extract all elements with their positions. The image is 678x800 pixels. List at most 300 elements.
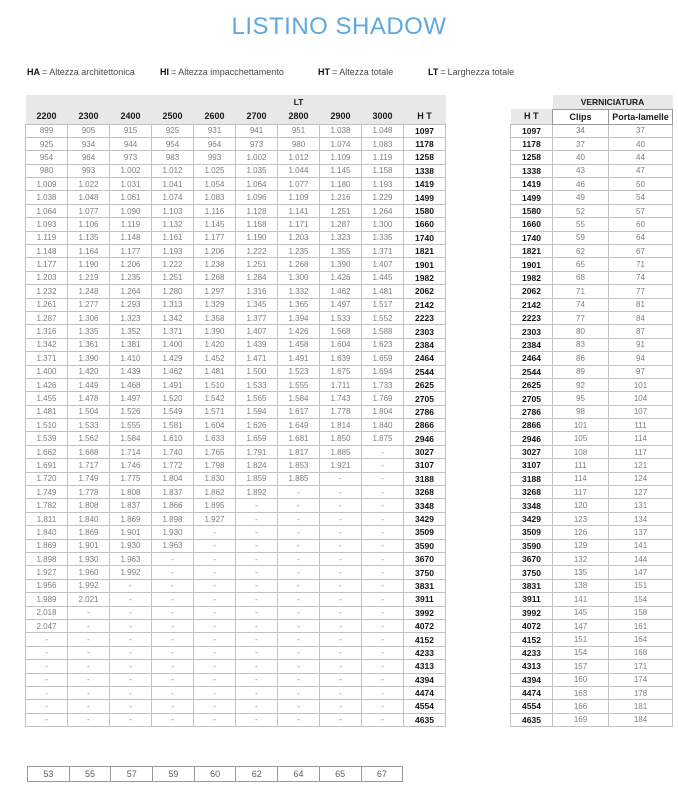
value-cell: 1.420 — [68, 365, 110, 378]
lt-group-label: LT — [278, 95, 320, 109]
value-cell: - — [278, 646, 320, 659]
bottom-strip-cell: 65 — [319, 767, 361, 782]
value-cell: - — [236, 606, 278, 619]
value-cell: - — [194, 526, 236, 539]
value-cell: 1.717 — [68, 459, 110, 472]
legend-item-lt — [428, 67, 514, 77]
verniciatura-table — [510, 95, 673, 727]
legend-equals: = — [332, 67, 338, 77]
ht-cell: 2142 — [511, 298, 553, 311]
value-cell: 954 — [152, 137, 194, 150]
value-cell: - — [362, 619, 404, 632]
value-cell: - — [152, 686, 194, 699]
ht-cell: 3831 — [511, 579, 553, 592]
value-cell: 1.035 — [236, 164, 278, 177]
value-cell: 1.633 — [194, 432, 236, 445]
ht-cell: 4394 — [404, 673, 446, 686]
value-cell: - — [362, 606, 404, 619]
ht-cell: 4072 — [404, 619, 446, 632]
value-cell: 915 — [110, 124, 152, 137]
value-cell: 1.778 — [68, 486, 110, 499]
table-row — [26, 352, 446, 365]
value-cell: - — [236, 686, 278, 699]
value-cell: 1.481 — [362, 285, 404, 298]
value-cell: 925 — [26, 137, 68, 150]
value-cell: - — [68, 673, 110, 686]
value-cell: 1.549 — [152, 405, 194, 418]
value-cell: 62 — [553, 245, 609, 258]
value-cell: 1.452 — [194, 352, 236, 365]
bottom-strip-cell: 67 — [361, 767, 403, 782]
ht-cell: 4152 — [511, 633, 553, 646]
value-cell: 941 — [236, 124, 278, 137]
value-cell: - — [236, 539, 278, 552]
table-row — [511, 124, 673, 137]
value-cell: - — [320, 593, 362, 606]
value-cell: 1.749 — [68, 472, 110, 485]
table-row — [26, 646, 446, 659]
value-cell: 1.426 — [278, 325, 320, 338]
value-cell: 59 — [553, 231, 609, 244]
value-cell: 1.390 — [320, 258, 362, 271]
value-cell: - — [278, 660, 320, 673]
value-cell: 37 — [609, 124, 673, 137]
ht-cell: 1258 — [511, 151, 553, 164]
legend-item-ht — [318, 67, 393, 77]
value-cell: - — [110, 593, 152, 606]
bottom-strip-row — [28, 767, 403, 782]
value-cell: 67 — [609, 245, 673, 258]
value-cell: 1.106 — [68, 218, 110, 231]
value-cell: 951 — [278, 124, 320, 137]
value-cell: 132 — [553, 553, 609, 566]
value-cell: 1.235 — [110, 271, 152, 284]
value-cell: - — [278, 579, 320, 592]
table-row — [511, 593, 673, 606]
column-header-ht: H T — [404, 109, 446, 124]
value-cell: 1.329 — [194, 298, 236, 311]
value-cell: 1.171 — [278, 218, 320, 231]
value-cell: 1.287 — [26, 311, 68, 324]
value-cell: 144 — [609, 553, 673, 566]
value-cell: 43 — [553, 164, 609, 177]
value-cell: 1.481 — [194, 365, 236, 378]
value-cell: 1.720 — [26, 472, 68, 485]
value-cell: - — [320, 579, 362, 592]
value-cell: 1.022 — [68, 178, 110, 191]
value-cell: 934 — [68, 137, 110, 150]
value-cell: 71 — [609, 258, 673, 271]
value-cell: 1.892 — [236, 486, 278, 499]
table-row — [26, 405, 446, 418]
ht-cell: 2866 — [404, 419, 446, 432]
value-cell: 1.077 — [68, 204, 110, 217]
value-cell: 1.765 — [194, 445, 236, 458]
table-row — [26, 218, 446, 231]
ht-cell: 2464 — [511, 352, 553, 365]
value-cell: 1.061 — [110, 191, 152, 204]
value-cell: 1.481 — [26, 405, 68, 418]
value-cell: - — [152, 579, 194, 592]
value-cell: 169 — [553, 713, 609, 726]
table-row — [511, 713, 673, 726]
value-cell: 1.478 — [68, 392, 110, 405]
column-header-2400: 2400 — [110, 109, 152, 124]
ht-cell: 2303 — [511, 325, 553, 338]
table-row — [511, 553, 673, 566]
value-cell: 1.539 — [26, 432, 68, 445]
value-cell: - — [236, 499, 278, 512]
value-cell: 1.688 — [68, 445, 110, 458]
column-header-row — [26, 109, 446, 124]
table-row — [26, 151, 446, 164]
header-spacer — [194, 95, 236, 109]
value-cell: 1.869 — [110, 512, 152, 525]
column-header-porta-lamelle: Porta-lamelle — [609, 109, 673, 124]
ht-cell: 4474 — [511, 686, 553, 699]
bottom-strip-cell: 57 — [111, 767, 153, 782]
ht-cell: 3027 — [404, 445, 446, 458]
value-cell: - — [236, 526, 278, 539]
value-cell: 1.280 — [152, 285, 194, 298]
ht-cell: 3268 — [404, 486, 446, 499]
legend-desc: Altezza totale — [339, 67, 394, 77]
value-cell: 1.782 — [26, 499, 68, 512]
value-cell: 1.083 — [194, 191, 236, 204]
value-cell: - — [152, 606, 194, 619]
value-cell: - — [110, 660, 152, 673]
value-cell: 973 — [236, 137, 278, 150]
value-cell: 151 — [609, 579, 673, 592]
legend-equals: = — [171, 67, 177, 77]
value-cell: - — [152, 619, 194, 632]
ht-cell: 2786 — [404, 405, 446, 418]
value-cell: 50 — [609, 178, 673, 191]
value-cell: 95 — [553, 392, 609, 405]
value-cell: 1.352 — [110, 325, 152, 338]
verniciatura-body — [511, 124, 673, 727]
ht-cell: 3750 — [511, 566, 553, 579]
value-cell: 1.410 — [110, 352, 152, 365]
value-cell: 121 — [609, 459, 673, 472]
value-cell: 1.206 — [194, 245, 236, 258]
value-cell: 973 — [110, 151, 152, 164]
ht-cell: 4152 — [404, 633, 446, 646]
value-cell: 1.371 — [152, 325, 194, 338]
table-row — [511, 419, 673, 432]
table-row — [511, 459, 673, 472]
value-cell: 1.332 — [278, 285, 320, 298]
value-cell: - — [26, 646, 68, 659]
value-cell: - — [362, 553, 404, 566]
value-cell: - — [236, 566, 278, 579]
value-cell: 1.604 — [194, 419, 236, 432]
ht-cell: 4635 — [511, 713, 553, 726]
value-cell: 1.462 — [320, 285, 362, 298]
table-row — [511, 619, 673, 632]
value-cell: 1.261 — [26, 298, 68, 311]
value-cell: - — [362, 579, 404, 592]
ht-cell: 1740 — [511, 231, 553, 244]
value-cell: 151 — [553, 633, 609, 646]
value-cell: 1.093 — [26, 218, 68, 231]
bottom-strip-table — [27, 766, 403, 782]
value-cell: 905 — [68, 124, 110, 137]
value-cell: 40 — [609, 137, 673, 150]
table-row — [511, 700, 673, 713]
value-cell: 1.568 — [320, 325, 362, 338]
value-cell: - — [236, 646, 278, 659]
value-cell: - — [236, 713, 278, 726]
table-row — [511, 445, 673, 458]
value-cell: - — [194, 633, 236, 646]
value-cell: 184 — [609, 713, 673, 726]
value-cell: - — [278, 700, 320, 713]
ht-cell: 1338 — [511, 164, 553, 177]
value-cell: - — [110, 713, 152, 726]
table-row — [511, 499, 673, 512]
value-cell: 1.571 — [194, 405, 236, 418]
value-cell: 1.837 — [110, 499, 152, 512]
table-row — [511, 539, 673, 552]
value-cell: 1.141 — [278, 204, 320, 217]
value-cell: 1.229 — [362, 191, 404, 204]
bottom-strip-cell: 55 — [69, 767, 111, 782]
ht-cell: 4635 — [404, 713, 446, 726]
value-cell: 1.901 — [110, 526, 152, 539]
legend-desc: Altezza architettonica — [49, 67, 135, 77]
value-cell: - — [362, 445, 404, 458]
value-cell: 1.639 — [320, 352, 362, 365]
value-cell: 1.193 — [362, 178, 404, 191]
value-cell: 1.740 — [152, 445, 194, 458]
value-cell: 1.439 — [110, 365, 152, 378]
value-cell: - — [278, 553, 320, 566]
ht-cell: 1419 — [404, 178, 446, 191]
value-cell: 114 — [553, 472, 609, 485]
column-header-2500: 2500 — [152, 109, 194, 124]
value-cell: 1.216 — [320, 191, 362, 204]
value-cell: 1.921 — [320, 459, 362, 472]
value-cell: 1.588 — [362, 325, 404, 338]
verniciatura-title-row — [511, 95, 673, 109]
value-cell: - — [68, 646, 110, 659]
value-cell: - — [278, 606, 320, 619]
value-cell: 138 — [553, 579, 609, 592]
value-cell: 166 — [553, 700, 609, 713]
column-header-3000: 3000 — [362, 109, 404, 124]
value-cell: 1.193 — [152, 245, 194, 258]
value-cell: 1.002 — [236, 151, 278, 164]
value-cell: 1.190 — [236, 231, 278, 244]
header-spacer — [404, 95, 446, 109]
ht-cell: 3107 — [511, 459, 553, 472]
value-cell: 1.853 — [278, 459, 320, 472]
ht-cell: 1178 — [404, 137, 446, 150]
ht-cell: 3027 — [511, 445, 553, 458]
value-cell: 944 — [110, 137, 152, 150]
value-cell: 1.772 — [152, 459, 194, 472]
value-cell: 94 — [609, 352, 673, 365]
value-cell: 993 — [68, 164, 110, 177]
value-cell: 1.859 — [236, 472, 278, 485]
value-cell: 137 — [609, 526, 673, 539]
column-header-ht: H T — [511, 109, 553, 124]
ht-cell: 3590 — [511, 539, 553, 552]
value-cell: 1.103 — [152, 204, 194, 217]
value-cell: 1.930 — [152, 526, 194, 539]
price-table-header — [26, 95, 446, 124]
table-row — [511, 352, 673, 365]
value-cell: 1.287 — [320, 218, 362, 231]
value-cell: 37 — [553, 137, 609, 150]
ht-cell: 4072 — [511, 619, 553, 632]
table-row — [511, 392, 673, 405]
legend-desc: Larghezza totale — [447, 67, 515, 77]
value-cell: 1.407 — [236, 325, 278, 338]
value-cell: 1.778 — [320, 405, 362, 418]
value-cell: 1.355 — [320, 245, 362, 258]
table-row — [511, 164, 673, 177]
value-cell: 40 — [553, 151, 609, 164]
table-row — [26, 325, 446, 338]
value-cell: - — [26, 660, 68, 673]
ht-cell: 2786 — [511, 405, 553, 418]
value-cell: 117 — [609, 445, 673, 458]
value-cell: - — [194, 713, 236, 726]
value-cell: 91 — [609, 338, 673, 351]
value-cell: - — [26, 686, 68, 699]
value-cell: - — [194, 646, 236, 659]
value-cell: 1.533 — [236, 378, 278, 391]
value-cell: 1.400 — [26, 365, 68, 378]
header-spacer — [152, 95, 194, 109]
value-cell: 1.733 — [362, 378, 404, 391]
value-cell: 1.148 — [26, 245, 68, 258]
value-cell: 60 — [609, 218, 673, 231]
table-row — [511, 204, 673, 217]
value-cell: - — [320, 700, 362, 713]
ht-cell: 1097 — [511, 124, 553, 137]
ht-cell: 3590 — [404, 539, 446, 552]
value-cell: 1.074 — [152, 191, 194, 204]
ht-cell: 2946 — [511, 432, 553, 445]
value-cell: 98 — [553, 405, 609, 418]
value-cell: 1.533 — [68, 419, 110, 432]
value-cell: 1.119 — [26, 231, 68, 244]
value-cell: 1.264 — [110, 285, 152, 298]
legend-abbr: HI — [160, 67, 169, 77]
ht-cell: 1821 — [511, 245, 553, 258]
value-cell: 44 — [609, 151, 673, 164]
value-cell: 1.866 — [152, 499, 194, 512]
ht-cell: 4233 — [511, 646, 553, 659]
ht-cell: 1901 — [404, 258, 446, 271]
value-cell: - — [278, 539, 320, 552]
value-cell: 1.769 — [362, 392, 404, 405]
value-cell: 1.649 — [278, 419, 320, 432]
ht-cell: 3670 — [404, 553, 446, 566]
value-cell: - — [110, 579, 152, 592]
table-row — [26, 419, 446, 432]
value-cell: - — [278, 619, 320, 632]
value-cell: 964 — [68, 151, 110, 164]
table-row — [26, 486, 446, 499]
value-cell: 1.203 — [278, 231, 320, 244]
value-cell: - — [194, 566, 236, 579]
value-cell: 174 — [609, 673, 673, 686]
value-cell: 117 — [553, 486, 609, 499]
ht-cell: 3831 — [404, 579, 446, 592]
value-cell: - — [68, 619, 110, 632]
table-row — [26, 539, 446, 552]
value-cell: - — [362, 486, 404, 499]
value-cell: 141 — [553, 593, 609, 606]
value-cell: 1.420 — [194, 338, 236, 351]
legend-item-hi — [160, 67, 284, 77]
value-cell: 1.963 — [152, 539, 194, 552]
value-cell: 1.581 — [152, 419, 194, 432]
value-cell: - — [236, 579, 278, 592]
value-cell: 131 — [609, 499, 673, 512]
table-row — [26, 593, 446, 606]
legend-equals: = — [440, 67, 446, 77]
value-cell: - — [194, 606, 236, 619]
ht-cell: 3992 — [404, 606, 446, 619]
value-cell: 1.031 — [110, 178, 152, 191]
value-cell: 1.885 — [278, 472, 320, 485]
value-cell: 126 — [553, 526, 609, 539]
ht-cell: 3911 — [511, 593, 553, 606]
ht-cell: 1258 — [404, 151, 446, 164]
value-cell: - — [68, 633, 110, 646]
value-cell: 1.041 — [152, 178, 194, 191]
value-cell: 1.300 — [362, 218, 404, 231]
value-cell: 1.164 — [68, 245, 110, 258]
value-cell: 1.869 — [68, 526, 110, 539]
value-cell: 161 — [609, 619, 673, 632]
value-cell: 954 — [26, 151, 68, 164]
value-cell: 147 — [609, 566, 673, 579]
value-cell: - — [320, 606, 362, 619]
value-cell: 1.158 — [362, 164, 404, 177]
value-cell: 1.691 — [26, 459, 68, 472]
value-cell: 47 — [609, 164, 673, 177]
value-cell: 154 — [553, 646, 609, 659]
value-cell: 1.342 — [26, 338, 68, 351]
value-cell: 1.562 — [68, 432, 110, 445]
value-cell: 1.517 — [362, 298, 404, 311]
value-cell: - — [110, 646, 152, 659]
value-cell: - — [194, 673, 236, 686]
value-cell: 1.694 — [362, 365, 404, 378]
value-cell: 1.264 — [362, 204, 404, 217]
value-cell: - — [320, 512, 362, 525]
value-cell: 1.145 — [194, 218, 236, 231]
value-cell: 1.555 — [110, 419, 152, 432]
value-cell: 157 — [553, 660, 609, 673]
value-cell: 1.552 — [362, 311, 404, 324]
value-cell: 980 — [278, 137, 320, 150]
ht-cell: 4474 — [404, 686, 446, 699]
ht-cell: 1982 — [511, 271, 553, 284]
value-cell: 1.840 — [68, 512, 110, 525]
value-cell: - — [68, 606, 110, 619]
value-cell: 1.714 — [110, 445, 152, 458]
value-cell: 964 — [194, 137, 236, 150]
column-header-2800: 2800 — [278, 109, 320, 124]
header-spacer — [68, 95, 110, 109]
